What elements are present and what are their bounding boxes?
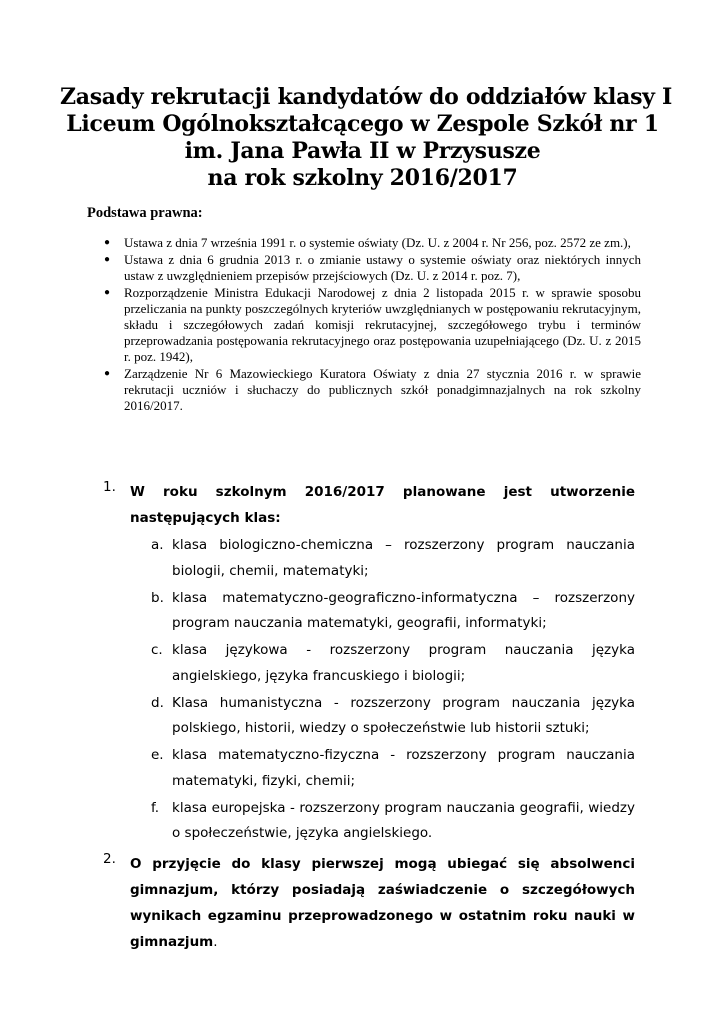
class-text: klasa matematyczno-fizyczna - rozszerzony program nauczania matematyki, fizyki, chemii; — [172, 747, 635, 789]
rule-item — [103, 479, 635, 847]
title-line: na rok szkolny 2016/2017 — [207, 165, 518, 191]
class-letter: f. — [151, 799, 160, 816]
bullet-icon: ● — [104, 287, 111, 298]
rules-list — [103, 479, 635, 955]
legal-basis-list — [104, 235, 641, 415]
legal-basis-item-text: Zarządzenie Nr 6 Mazowieckiego Kuratora Oświaty z dnia 27 stycznia 2016 r. w sprawie rekrutacji uczniów i słuchaczy do publicznych szkół ponadgimnazjalnych na rok szkolny 2016/2017. — [124, 366, 641, 413]
legal-basis-item — [104, 366, 641, 414]
class-letter: e. — [151, 747, 164, 763]
rule-text — [130, 851, 635, 955]
class-letter: d. — [151, 694, 164, 711]
class-text: klasa matematyczno-geograficzno-informatyczna – rozszerzony program nauczania matematyki, geografii, informatyki; — [172, 589, 635, 631]
legal-basis-item — [104, 285, 641, 365]
legal-basis-item — [104, 252, 641, 284]
legal-basis-item-text: Ustawa z dnia 6 grudnia 2013 r. o zmianie ustawy o systemie oświaty oraz niektórych innych ustaw z uwzględnieniem przepisów przejściowych (Dz. U. z 2014 r. poz. 7), — [124, 252, 641, 283]
rule-number: 2. — [103, 850, 116, 867]
class-letter: a. — [151, 537, 164, 553]
class-letter: c. — [151, 642, 163, 658]
legal-basis-item — [104, 235, 641, 251]
class-item — [130, 743, 635, 794]
class-item — [130, 691, 635, 742]
bullet-icon: ● — [104, 237, 111, 248]
bullet-icon: ● — [104, 368, 111, 379]
rule-text-bold: O przyjęcie do klasy pierwszej mogą ubiegać się absolwenci gimnazjum, którzy posiadają zaświadczenie o szczegółowych wynikach egzaminu przeprowadzonego w ostatnim roku nauki w gimnazjum — [130, 855, 635, 950]
class-text: klasa językowa - rozszerzony program nauczania języka angielskiego, języka francuskiego i biologii; — [172, 642, 635, 684]
class-letter: b. — [151, 589, 164, 606]
class-text: klasa europejska - rozszerzony program nauczania geografii, wiedzy o społeczeństwie, języka angielskiego. — [172, 799, 635, 841]
rule-item — [103, 851, 635, 955]
class-item — [130, 638, 635, 689]
class-item — [130, 533, 635, 584]
title-line: Zasady rekrutacji kandydatów do oddziałów klasy I — [60, 84, 672, 110]
title-line: Liceum Ogólnokształcącego w Zespole Szkół nr 1 — [66, 111, 659, 137]
legal-basis-heading: Podstawa prawna: — [87, 205, 203, 221]
class-text: Klasa humanistyczna - rozszerzony program nauczania języka polskiego, historii, wiedzy o społeczeństwie lub historii sztuki; — [172, 694, 635, 736]
class-list — [130, 533, 635, 847]
class-item — [130, 796, 635, 847]
bullet-icon: ● — [104, 254, 111, 265]
document-title — [60, 84, 672, 192]
title-line: im. Jana Pawła II w Przysusze — [184, 138, 541, 164]
legal-basis-item-text: Ustawa z dnia 7 września 1991 r. o systemie oświaty (Dz. U. z 2004 r. Nr 256, poz. 2572 ze zm.), — [124, 235, 631, 250]
rule-text-tail: . — [213, 933, 218, 950]
rule-number: 1. — [103, 479, 116, 495]
class-text: klasa biologiczno-chemiczna – rozszerzony program nauczania biologii, chemii, matematyki; — [172, 537, 635, 579]
legal-basis-item-text: Rozporządzenie Ministra Edukacji Narodowej z dnia 2 listopada 2015 r. w sprawie sposobu przeliczania na punkty poszczególnych kryteriów uwzględnianych w postępowaniu rekrutacyjnym, składu i szczegółowych zadań komisji rekrutacyjnej, szczegółowego trybu i terminów przeprowadzania postępowania rekrutacyjnego oraz postępowania uzupełniającego (Dz. U. z 2015 r. poz. 1942), — [124, 285, 641, 364]
class-item — [130, 586, 635, 637]
rule-text: W roku szkolnym 2016/2017 planowane jest utworzenie następujących klas: — [130, 484, 635, 526]
